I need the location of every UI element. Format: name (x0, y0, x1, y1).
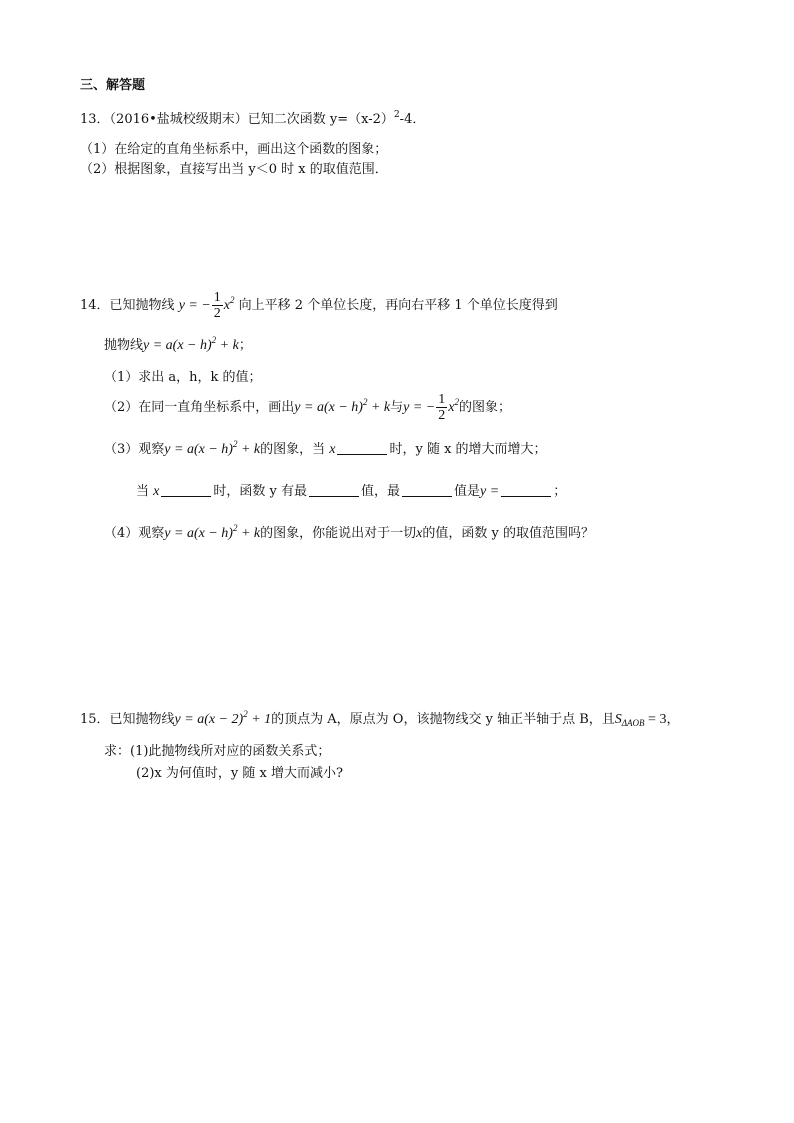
eq-vertex-tail: + k (237, 442, 261, 457)
q14-part3-a: （3）观察 (104, 442, 165, 457)
q14-stem-a: 14．已知抛物线 (80, 298, 175, 313)
q14-part4 (104, 524, 594, 544)
q14-p2-fraction (436, 392, 447, 423)
answer-blank[interactable] (161, 482, 211, 497)
q15-area-eq: = 3 (644, 712, 667, 727)
eq-vertex-tail: + k (237, 526, 261, 541)
eq-vertex-text: y = a(x − h) (143, 338, 212, 353)
q14-part4-a: （4）观察 (104, 526, 165, 541)
q14-p3l2-c: 值，最 (360, 484, 400, 499)
eq-vertex-exp: 2 (211, 335, 217, 345)
eq-vertex-exp: 2 (232, 439, 238, 449)
eq-base-lhs: y = − (403, 400, 436, 415)
q14-eq-base-exp: 2 (230, 295, 235, 305)
q15-eq-text: y = a(x − 2) (174, 712, 244, 727)
fraction-numerator: 1 (438, 392, 446, 408)
eq-vertex-tail: + k (216, 338, 239, 353)
q15-eq (174, 709, 272, 727)
q15-area-s: S (614, 712, 622, 727)
q14-p3l2-x: x (153, 484, 160, 499)
eq-vertex-text: y = a(x − h) (164, 442, 233, 457)
q15-stem (80, 710, 679, 730)
answer-blank[interactable] (501, 482, 551, 497)
fraction-denominator: 2 (438, 408, 446, 424)
answer-blank[interactable] (309, 482, 359, 497)
eq-vertex-exp: 2 (362, 397, 368, 407)
q13-stem-suffix: -4． (399, 112, 426, 127)
q14-eq-base (178, 290, 235, 322)
q14-eq-vertex (143, 335, 239, 353)
eq-base-var: x (448, 400, 455, 415)
q14-part4-c: 的值，函数 y 的取值范围吗？ (422, 526, 594, 541)
q15-stem-c: ， (666, 712, 680, 727)
q13-stem (80, 110, 425, 130)
q13-part2: （2）根据图象，直接写出当 y＜0 时 x 的取值范围． (80, 162, 388, 177)
q14-p3l2-d: 值是 (454, 484, 481, 499)
q14-line2-a: 抛物线 (104, 338, 144, 353)
q14-p2-eq2 (403, 392, 459, 424)
q14-part2 (104, 392, 511, 424)
q14-eq-base-lhs: y = − (178, 298, 211, 313)
q15-eq-exp: 2 (243, 709, 248, 719)
eq-base-exp: 2 (454, 397, 459, 407)
q14-stem (80, 290, 558, 322)
answer-blank[interactable] (337, 440, 387, 455)
q13-part1: （1）在给定的直角坐标系中，画出这个函数的图象； (80, 142, 388, 157)
q15-ask: 求：(1)此抛物线所对应的函数关系式； (104, 744, 331, 759)
q14-p4-eq (164, 523, 261, 541)
q14-part4-x: x (416, 526, 423, 541)
eq-vertex-text: y = a(x − h) (164, 526, 233, 541)
q14-part3-x: x (329, 442, 336, 457)
q14-p2-eq1 (294, 397, 391, 415)
section-title: 三、解答题 (80, 78, 146, 93)
q15-ask2: (2)x 为何值时，y 随 x 增大而减小? (136, 766, 343, 781)
q14-part3 (104, 440, 547, 460)
q14-p3-eq (164, 439, 261, 457)
q15-stem-b: 的顶点为 A，原点为 O，该抛物线交 y 轴正半轴于点 B，且 (271, 712, 615, 727)
q15-area (615, 712, 667, 727)
q14-fraction (212, 290, 223, 321)
q14-part2-a: （2）在同一直角坐标系中，画出 (104, 400, 295, 415)
q14-fraction-denominator: 2 (213, 306, 221, 322)
q14-p3l2-e: ； (553, 484, 567, 499)
q14-line2-b: ； (238, 338, 252, 353)
q14-part2-c: 的图象； (458, 400, 511, 415)
q13-stem-exponent: 2 (393, 110, 400, 120)
q14-part3-c: 时，y 随 x 的增大而增大； (389, 442, 547, 457)
q14-part4-b: 的图象，你能说出对于一切 (260, 526, 417, 541)
q14-fraction-numerator: 1 (213, 290, 221, 306)
q14-line2 (104, 336, 252, 356)
q14-p3l2-b: 时，函数 y 有最 (213, 484, 307, 499)
q15-stem-a: 15．已知抛物线 (80, 712, 175, 727)
q13-stem-prefix: 13．（2016•盐城校级期末）已知二次函数 y=（x-2） (80, 112, 394, 127)
q14-eq-base-var: x (223, 298, 231, 313)
q15-area-sub: ΔAOB (621, 718, 645, 728)
eq-vertex-exp: 2 (232, 523, 238, 533)
answer-blank[interactable] (402, 482, 452, 497)
q14-p3l2-a: 当 (136, 484, 150, 499)
q15-eq-tail: + 1 (247, 712, 272, 727)
q14-part1: （1）求出 a，h，k 的值； (104, 370, 262, 385)
eq-vertex-text: y = a(x − h) (294, 400, 363, 415)
q14-stem-b: 向上平移 2 个单位长度，再向右平移 1 个单位长度得到 (238, 298, 558, 313)
eq-vertex-tail: + k (367, 400, 391, 415)
q14-part2-b: 与 (390, 400, 404, 415)
q14-part3-b: 的图象，当 (260, 442, 326, 457)
q14-p3l2-y: y = (480, 484, 500, 499)
q14-part3-line2 (136, 482, 566, 502)
